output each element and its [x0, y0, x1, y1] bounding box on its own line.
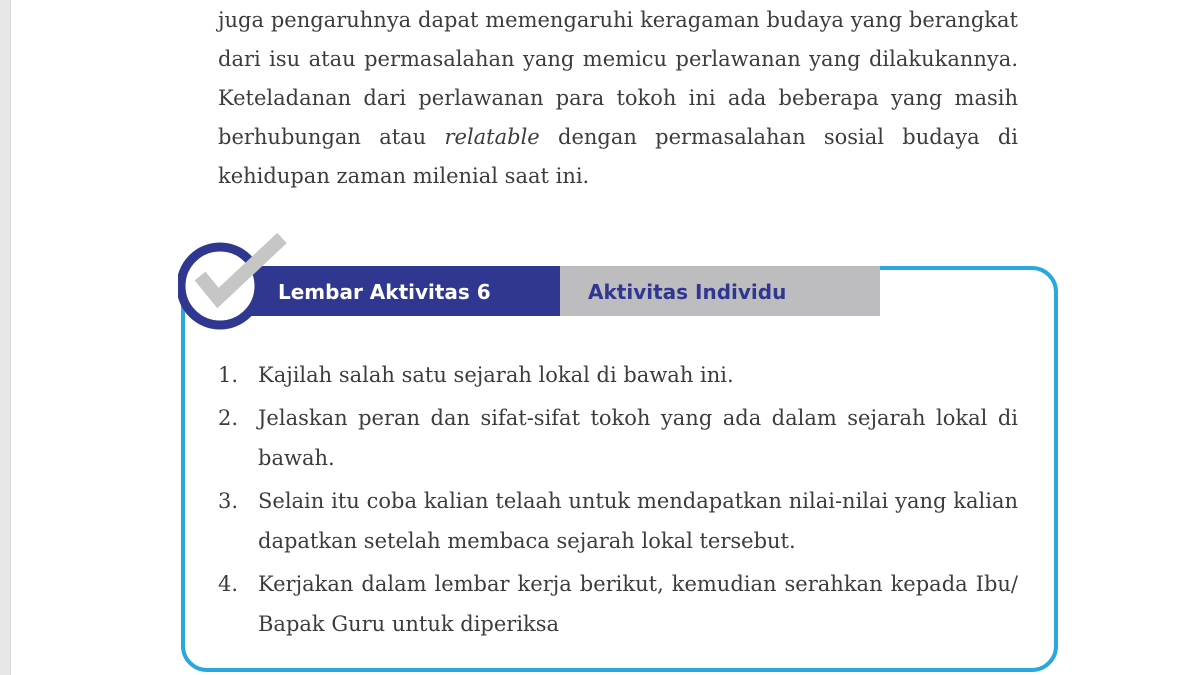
page-left-edge [0, 0, 11, 675]
activity-type-tab [560, 266, 880, 316]
intro-text: dengan permasalahan sosial budaya di [539, 125, 1019, 149]
checkmark-badge-icon [178, 224, 298, 334]
intro-line: juga pengaruhnya dapat memengaruhi keragaman budaya yang berangkat [218, 8, 1018, 32]
step-text: Kajilah salah satu sejarah lokal di bawah ini. [258, 363, 734, 387]
list-item [218, 355, 1018, 395]
intro-line: dari isu atau permasalahan yang memicu perlawanan yang dilakukannya. [218, 47, 1018, 71]
step-text: Selain itu coba kalian telaah untuk mendapatkan nilai-nilai yang kalian [258, 489, 1018, 513]
step-text: Bapak Guru untuk diperiksa [258, 612, 560, 636]
step-number: 3. [218, 489, 239, 513]
intro-italic-term: relatable [444, 125, 540, 149]
step-text: bawah. [258, 446, 335, 470]
list-item [218, 481, 1018, 521]
intro-line: kehidupan zaman milenial saat ini. [218, 164, 590, 188]
list-item-continuation [218, 521, 1018, 561]
step-text: dapatkan setelah membaca sejarah lokal tersebut. [258, 529, 796, 553]
step-text: Jelaskan peran dan sifat-sifat tokoh yang ada dalam sejarah lokal di [258, 406, 1018, 430]
intro-line [218, 118, 1018, 156]
step-number: 4. [218, 572, 239, 596]
activity-type: Aktivitas Individu [588, 280, 787, 304]
step-text: Kerjakan dalam lembar kerja berikut, kemudian serahkan kepada Ibu/ [258, 572, 1018, 596]
list-item [218, 398, 1018, 438]
intro-line: Keteladanan dari perlawanan para tokoh ini ada beberapa yang masih [218, 86, 1018, 110]
intro-text: berhubungan atau [218, 125, 445, 149]
activity-title: Lembar Aktivitas 6 [278, 280, 491, 304]
step-number: 2. [218, 406, 239, 430]
list-item-continuation [218, 604, 1018, 644]
list-item [218, 564, 1018, 604]
list-item-continuation [218, 438, 1018, 478]
step-number: 1. [218, 363, 239, 387]
